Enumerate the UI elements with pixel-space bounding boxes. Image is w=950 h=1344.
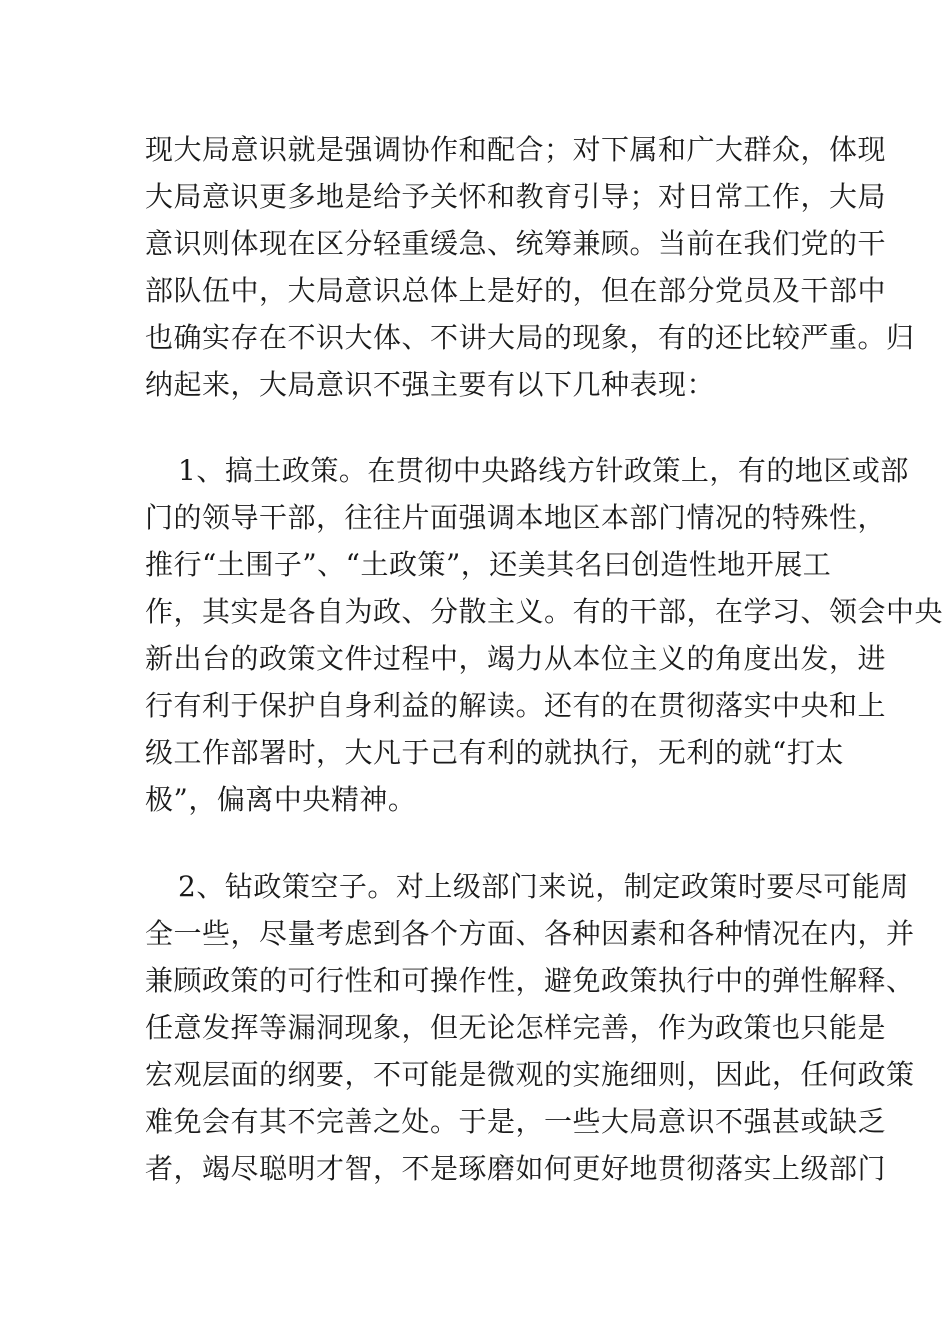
paragraph-2-line-4: 作，其实是各自为政、分散主义。有的干部，在学习、领会中央 <box>145 595 944 628</box>
paragraph-3-line-7: 者，竭尽聪明才智，不是琢磨如何更好地贯彻落实上级部门 <box>145 1152 887 1185</box>
paragraph-2-line-5: 新出台的政策文件过程中，竭力从本位主义的角度出发，进 <box>145 642 887 675</box>
paragraph-3-line-6: 难免会有其不完善之处。于是，一些大局意识不强甚或缺乏 <box>145 1105 887 1138</box>
paragraph-2-line-3: 推行“土围子”、“土政策”，还美其名曰创造性地开展工 <box>145 548 832 581</box>
paragraph-2-line-1: 1、搞土政策。在贯彻中央路线方针政策上，有的地区或部 <box>178 454 909 487</box>
paragraph-3-line-3: 兼顾政策的可行性和可操作性，避免政策执行中的弹性解释、 <box>145 964 915 997</box>
paragraph-3-line-1: 2、钻政策空子。对上级部门来说，制定政策时要尽可能周 <box>178 870 909 903</box>
paragraph-1-line-6: 纳起来，大局意识不强主要有以下几种表现： <box>145 368 716 401</box>
paragraph-3-line-2: 全一些，尽量考虑到各个方面、各种因素和各种情况在内，并 <box>145 917 915 950</box>
paragraph-1-line-2: 大局意识更多地是给予关怀和教育引导；对日常工作，大局 <box>145 180 887 213</box>
paragraph-1-line-5: 也确实存在不识大体、不讲大局的现象，有的还比较严重。归 <box>145 321 915 354</box>
paragraph-2-line-2: 门的领导干部，往往片面强调本地区本部门情况的特殊性， <box>145 501 887 534</box>
paragraph-3-line-4: 任意发挥等漏洞现象，但无论怎样完善，作为政策也只能是 <box>145 1011 887 1044</box>
paragraph-1-line-1: 现大局意识就是强调协作和配合；对下属和广大群众，体现 <box>145 133 887 166</box>
paragraph-2-line-6: 行有利于保护自身利益的解读。还有的在贯彻落实中央和上 <box>145 689 887 722</box>
paragraph-3-line-5: 宏观层面的纲要，不可能是微观的实施细则，因此，任何政策 <box>145 1058 915 1091</box>
paragraph-2-line-7: 级工作部署时，大凡于己有利的就执行，无利的就“打太 <box>145 736 844 769</box>
paragraph-2-line-8: 极”，偏离中央精神。 <box>145 783 417 816</box>
paragraph-1-line-3: 意识则体现在区分轻重缓急、统筹兼顾。当前在我们党的干 <box>145 227 887 260</box>
paragraph-1-line-4: 部队伍中，大局意识总体上是好的，但在部分党员及干部中 <box>145 274 887 307</box>
